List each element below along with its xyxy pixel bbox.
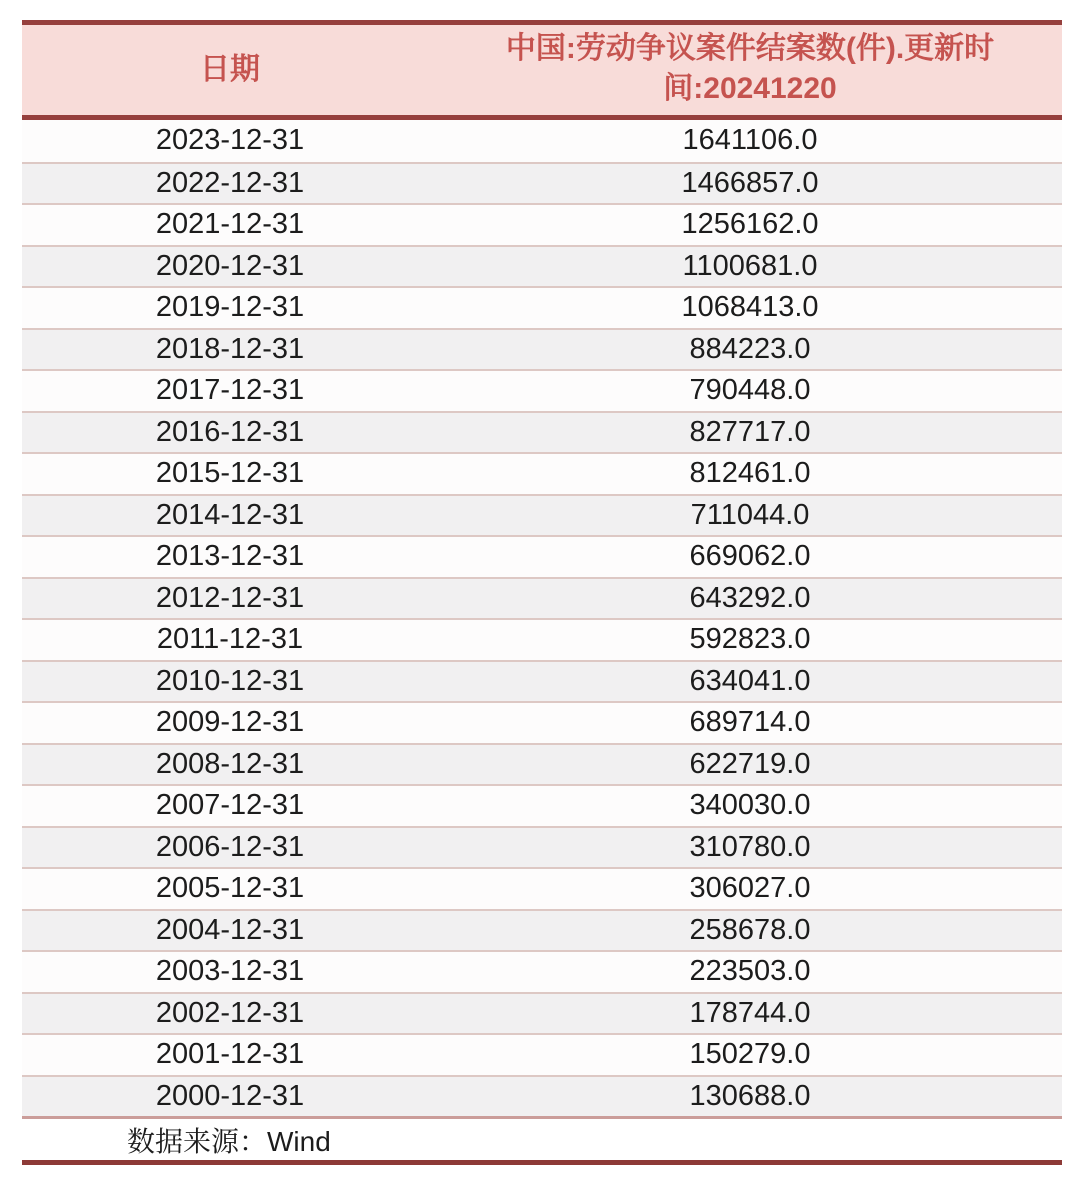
table-row [22,826,1062,868]
value-cell: 790448.0 [689,374,811,407]
date-cell: 2010-12-31 [155,664,305,697]
value-cell: 1068413.0 [681,291,819,324]
table-row [22,411,1062,453]
table-row [22,535,1062,577]
table-row [22,867,1062,909]
table-row [22,950,1062,992]
value-cell: 1641106.0 [682,124,818,157]
value-cell: 669062.0 [689,540,811,573]
value-cell: 130688.0 [689,1079,811,1112]
table-row [22,743,1062,785]
value-cell: 150279.0 [689,1038,811,1071]
date-cell: 2018-12-31 [155,332,305,365]
table-row [22,784,1062,826]
date-cell: 2013-12-31 [155,540,305,573]
date-cell: 2016-12-31 [155,415,305,448]
value-cell: 634041.0 [689,664,811,697]
date-cell: 2003-12-31 [155,955,305,988]
table-row [22,328,1062,370]
table-body [22,120,1062,1116]
table-row [22,577,1062,619]
date-cell: 2000-12-31 [155,1079,305,1112]
column-header-date: 日期 [200,53,260,86]
date-cell: 2019-12-31 [155,291,305,324]
value-cell: 310780.0 [689,830,811,863]
table-row [22,452,1062,494]
value-cell: 592823.0 [689,623,811,656]
table-row [22,992,1062,1034]
date-cell: 2006-12-31 [155,830,305,863]
date-cell: 2007-12-31 [155,789,305,822]
date-cell: 2004-12-31 [155,913,305,946]
table-row [22,1033,1062,1075]
value-cell: 643292.0 [689,581,811,614]
date-cell: 2008-12-31 [155,747,305,780]
table-row [22,162,1062,204]
table-header-row [22,20,1062,120]
value-cell: 1100681.0 [682,249,818,282]
table-footer-row [22,1116,1062,1165]
value-cell: 812461.0 [689,457,811,490]
value-cell: 1256162.0 [681,208,819,241]
column-header-value: 中国:劳动争议案件结案数(件).更新时间:20241220 [505,32,995,105]
value-cell: 622719.0 [689,747,811,780]
data-table [22,20,1062,1165]
date-cell: 2014-12-31 [155,498,305,531]
date-cell: 2011-12-31 [156,623,304,656]
table-row [22,203,1062,245]
table-row [22,618,1062,660]
date-cell: 2001-12-31 [155,1038,305,1071]
table-row [22,494,1062,536]
value-cell: 178744.0 [689,996,811,1029]
value-cell: 884223.0 [689,332,811,365]
table-row [22,369,1062,411]
table-row [22,245,1062,287]
value-cell: 711044.0 [690,498,810,531]
table-row [22,701,1062,743]
date-cell: 2009-12-31 [155,706,305,739]
date-cell: 2005-12-31 [155,872,305,905]
value-cell: 223503.0 [689,955,811,988]
table-row [22,660,1062,702]
date-cell: 2021-12-31 [155,208,305,241]
value-cell: 306027.0 [689,872,811,905]
value-cell: 340030.0 [689,789,811,822]
date-cell: 2017-12-31 [155,374,305,407]
date-cell: 2012-12-31 [155,581,305,614]
date-cell: 2020-12-31 [155,249,305,282]
value-cell: 689714.0 [689,706,811,739]
value-cell: 827717.0 [689,415,811,448]
table-row [22,1075,1062,1117]
date-cell: 2015-12-31 [155,457,305,490]
table-row [22,286,1062,328]
date-cell: 2022-12-31 [155,166,305,199]
table-row [22,909,1062,951]
date-cell: 2023-12-31 [155,124,305,157]
value-cell: 1466857.0 [681,166,819,199]
data-source-label: 数据来源：Wind [127,1125,331,1157]
date-cell: 2002-12-31 [155,996,305,1029]
value-cell: 258678.0 [689,913,811,946]
table-row [22,120,1062,162]
